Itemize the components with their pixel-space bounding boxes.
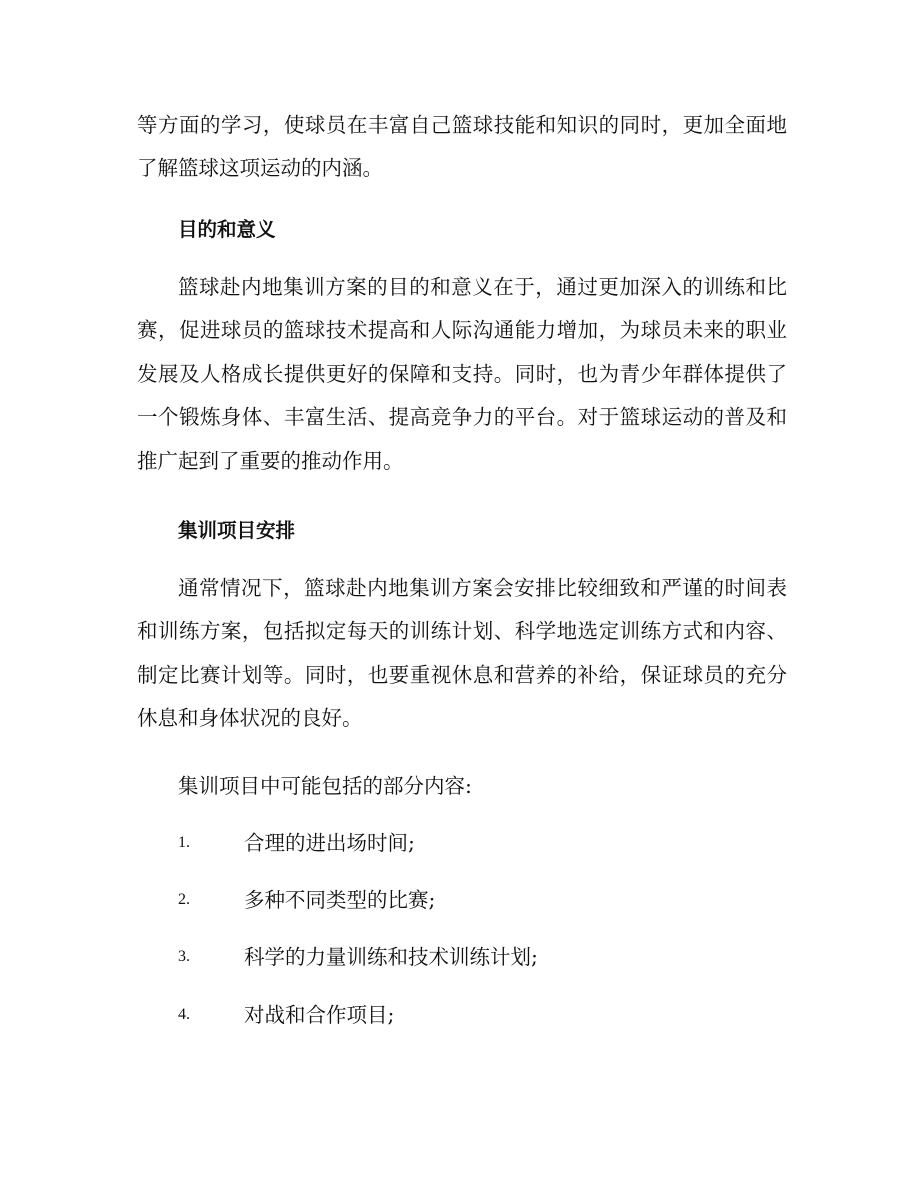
list-item-number: 2. — [178, 891, 190, 908]
intro-paragraph: 等方面的学习，使球员在丰富自己篮球技能和知识的同时，更加全面地了解篮球这项运动的内涵。 — [137, 113, 787, 181]
list-item-text: 合理的进出场时间; — [244, 831, 415, 855]
list-item-number: 4. — [178, 1006, 190, 1023]
list-item — [178, 1000, 778, 1030]
list-item-number: 3. — [178, 948, 190, 965]
section-heading-schedule: 集训项目安排 — [178, 519, 296, 542]
schedule-paragraph: 通常情况下，篮球赴内地集训方案会安排比较细致和严谨的时间表和训练方案，包括拟定每天的训练计划、科学地选定训练方式和内容、制定比赛计划等。同时，也要重视休息和营养的补给，保证球员的充分休息和身体状况的良好。 — [137, 576, 787, 731]
list-item — [178, 885, 778, 915]
section-heading-purpose: 目的和意义 — [178, 218, 276, 241]
purpose-paragraph: 篮球赴内地集训方案的目的和意义在于，通过更加深入的训练和比赛，促进球员的篮球技术提高和人际沟通能力增加，为球员未来的职业发展及人格成长提供更好的保障和支持。同时，也为青少年群体提供了一个锻炼身体、丰富生活、提高竞争力的平台。对于篮球运动的普及和推广起到了重要的推动作用。 — [137, 275, 787, 473]
list-item-text: 科学的力量训练和技术训练计划; — [244, 945, 538, 969]
list-item-text: 对战和合作项目; — [244, 1003, 395, 1027]
list-item — [178, 942, 778, 972]
list-item-text: 多种不同类型的比赛; — [244, 888, 436, 912]
list-item-number: 1. — [178, 834, 190, 851]
list-item — [178, 828, 778, 858]
list-intro: 集训项目中可能包括的部分内容: — [178, 774, 472, 798]
